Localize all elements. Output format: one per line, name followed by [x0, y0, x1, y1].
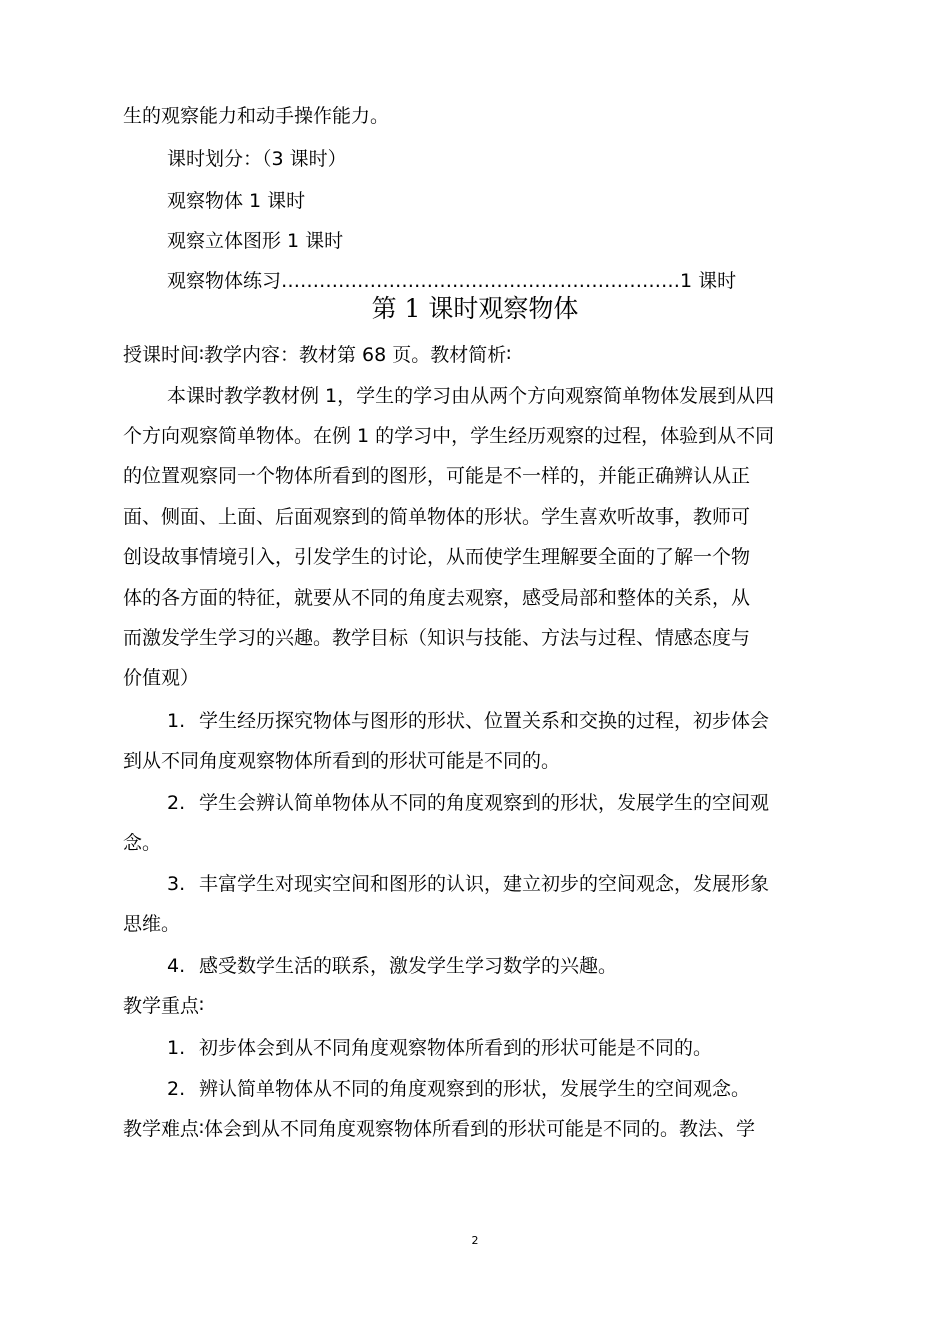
- goal-text: 学生会辨认简单物体从不同的角度观察到的形状，发展学生的空间观: [199, 792, 770, 814]
- lesson-item-2: 观察立体图形 1 课时: [167, 230, 344, 252]
- goal-item-1: [167, 708, 887, 734]
- goal-item-2: [167, 790, 887, 816]
- lesson-item-1: 观察物体 1 课时: [167, 190, 306, 212]
- lesson-item-3: 观察物体练习………………………………………………………1 课时: [167, 270, 737, 292]
- goal-item-2-continued: 念。: [123, 832, 162, 854]
- analysis-line-6: 体的各方面的特征，就要从不同的角度去观察，感受局部和整体的关系，从: [123, 587, 751, 609]
- key-point-text: 初步体会到从不同角度观察物体所看到的形状可能是不同的。: [199, 1037, 713, 1059]
- goal-text: 感受数学生活的联系，激发学生学习数学的兴趣。: [199, 955, 618, 977]
- key-points-label: 教学重点∶: [123, 995, 204, 1017]
- analysis-line-4: 面、侧面、上面、后面观察到的简单物体的形状。学生喜欢听故事，教师可: [123, 506, 751, 528]
- goal-text: 学生经历探究物体与图形的形状、位置关系和交换的过程，初步体会: [199, 710, 770, 732]
- goal-item-3: [167, 871, 887, 897]
- key-point-text: 辨认简单物体从不同的角度观察到的形状，发展学生的空间观念。: [199, 1078, 751, 1100]
- text-line: 生的观察能力和动手操作能力。: [123, 105, 390, 127]
- goal-item-3-continued: 思维。: [123, 913, 181, 935]
- header-line: 授课时间∶教学内容：教材第 68 页。教材简析∶: [123, 344, 512, 366]
- key-point-item-1: [167, 1035, 887, 1061]
- goal-number: 1.: [167, 710, 186, 732]
- key-point-number: 2.: [167, 1078, 186, 1100]
- analysis-line-3: 的位置观察同一个物体所看到的图形，可能是不一样的，并能正确辨认从正: [123, 465, 751, 487]
- key-point-number: 1.: [167, 1037, 186, 1059]
- goal-number: 4.: [167, 955, 186, 977]
- page-number: 2: [471, 1234, 479, 1247]
- goal-item-4: [167, 953, 887, 979]
- analysis-line-1: 本课时教学教材例 1，学生的学习由从两个方向观察简单物体发展到从四: [167, 385, 775, 407]
- goal-number: 3.: [167, 873, 186, 895]
- goal-number: 2.: [167, 792, 186, 814]
- analysis-line-7: 而激发学生学习的兴趣。教学目标（知识与技能、方法与过程、情感态度与: [123, 627, 751, 649]
- lesson-division-line: 课时划分：（3 课时）: [167, 148, 347, 170]
- analysis-line-8: 价值观）: [123, 667, 200, 689]
- goal-text: 丰富学生对现实空间和图形的认识，建立初步的空间观念，发展形象: [199, 873, 770, 895]
- analysis-line-5: 创设故事情境引入，引发学生的讨论，从而使学生理解要全面的了解一个物: [123, 546, 751, 568]
- section-title: 第 1 课时观察物体: [371, 294, 579, 323]
- difficulty-line: 教学难点∶体会到从不同角度观察物体所看到的形状可能是不同的。教法、学: [123, 1118, 755, 1140]
- key-point-item-2: [167, 1076, 887, 1102]
- goal-item-1-continued: 到从不同角度观察物体所看到的形状可能是不同的。: [123, 750, 561, 772]
- analysis-line-2: 个方向观察简单物体。在例 1 的学习中，学生经历观察的过程，体验到从不同: [123, 425, 775, 447]
